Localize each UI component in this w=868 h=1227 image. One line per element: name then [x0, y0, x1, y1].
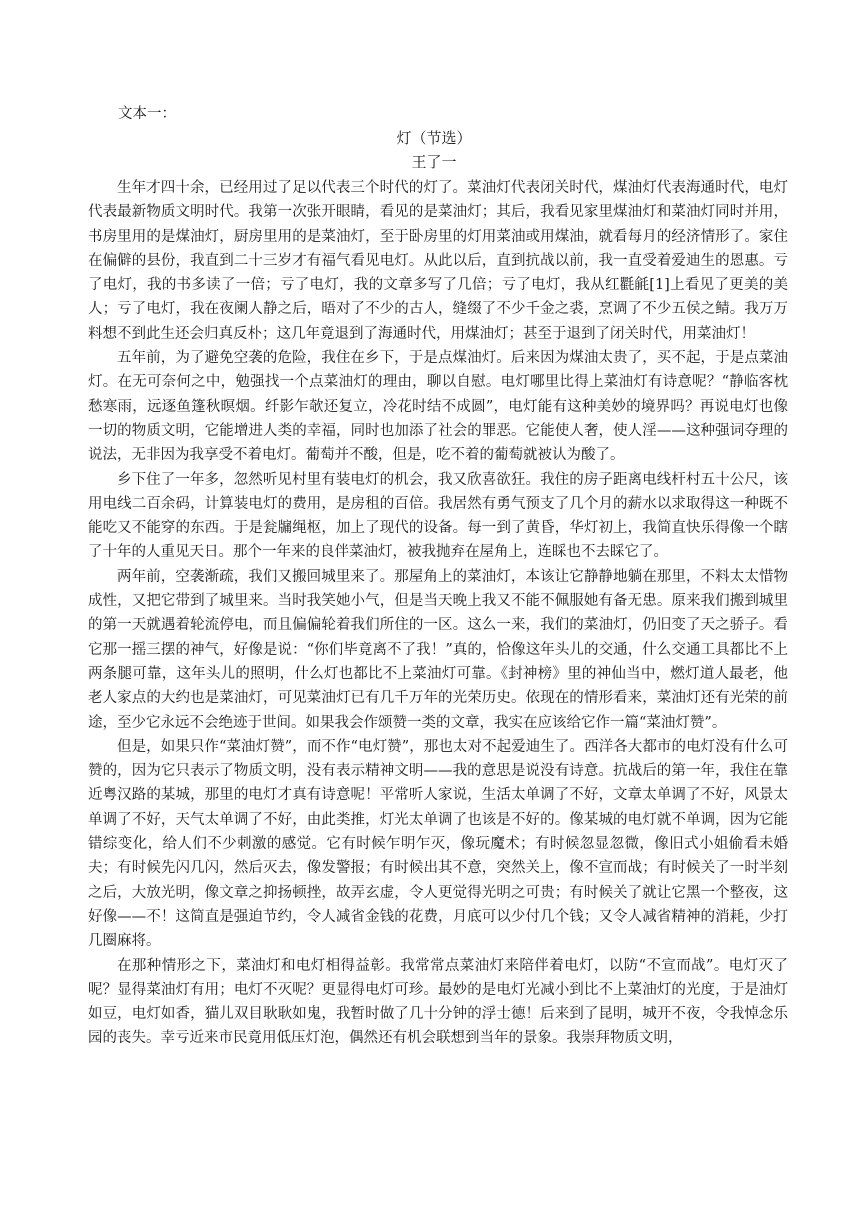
article-author: 王了一: [411, 153, 457, 171]
article-body: [88, 176, 788, 1051]
paragraph: 在那种情形之下，菜油灯和电灯相得益彰。我常常点菜油灯来陪伴着电灯，以防“不宣而战”。电灯灭了呢？显得菜油灯有用；电灯不灭呢？更显得电灯可珍。最妙的是电灯光减小到比不上菜油灯的光度，于是油灯如豆，电灯如香，猫儿双目耿耿如鬼，我暂时做了几十分钟的浮士德！后来到了昆明，城开不夜，令我悼念乐园的丧失。幸亏近来市民竟用低压灯泡，偶然还有机会联想到当年的景象。我崇拜物质文明，: [88, 957, 788, 1047]
paragraph: 乡下住了一年多，忽然听见村里有装电灯的机会，我又欣喜欲狂。我住的房子距离电线杆村五十公尺，该用电线二百余码，计算装电灯的费用，是房租的百倍。我居然有勇气预支了几个月的薪水以求取得这一种既不能吃又不能穿的东西。于是瓮牖绳枢，加上了现代的设备。每一到了黄昏，华灯初上，我简直快乐得像一个瞎了十年的人重见天日。那个一年来的良伴菜油灯，被我抛弃在屋角上，连睬也不去睬它了。: [88, 471, 788, 561]
paragraph: 两年前，空袭渐疏，我们又搬回城里来了。那屋角上的菜油灯，本该让它静静地躺在那里，不料太太惜物成性，又把它带到了城里来。当时我笑她小气，但是当天晚上我又不能不佩服她有备无患。原来我们搬到城里的第一天就遇着轮流停电，而且偏偏轮着我们所住的一区。这么一来，我们的菜油灯，仍旧变了天之骄子。看它那一摇三摆的神气，好像是说：“你们毕竟离不了我！”真的，恰像这年头儿的交通，什么交通工具都比不上两条腿可靠，这年头儿的照明，什么灯也都比不上菜油灯可靠。《封神榜》里的神仙当中，燃灯道人最老，他老人家点的大约也是菜油灯，可见菜油灯已有几千万年的光荣历史。依现在的情形看来，菜油灯还有光荣的前途，至少它永远不会绝迹于世间。如果我会作颂赞一类的文章，我实在应该给它作一篇“菜油灯赞”。: [88, 568, 788, 731]
paragraph: 五年前，为了避免空袭的危险，我住在乡下，于是点煤油灯。后来因为煤油太贵了，买不起，于是点菜油灯。在无可奈何之中，勉强找一个点菜油灯的理由，聊以自慰。电灯哪里比得上菜油灯有诗意呢？“静临客枕愁寒雨，远逐鱼篷秋暝烟。纤影乍欹还复立，冷花时结不成圆”，电灯能有这种美妙的境界吗？再说电灯也像一切的物质文明，它能增进人类的幸福，同时也加添了社会的罪恶。它能使人奢，使人淫——这种强词夺理的说法，无非因为我享受不着电灯。葡萄并不酸，但是，吃不着的葡萄就被认为酸了。: [88, 350, 788, 464]
paragraph: 但是，如果只作“菜油灯赞”，而不作“电灯赞”，那也太对不起爱迪生了。西洋各大都市的电灯没有什么可赞的，因为它只表示了物质文明，没有表示精神文明——我的意思是说没有诗意。抗战后的第一年，我住在靠近粤汉路的某城，那里的电灯才真有诗意呢！平常听人家说，生活太单调了不好，文章太单调了不好，风景太单调了不好，天气太单调了不好，由此类推，灯光太单调了也该是不好的。像某城的电灯就不单调，因为它能错综变化，给人们不少刺激的感觉。它有时候乍明乍灭，像玩魔术；有时候忽显忽微，像旧式小姐偷看未婚夫；有时候先闪几闪，然后灭去，像发警报；有时候出其不意，突然关上，像不宣而战；有时候关了一时半刻之后，大放光明，像文章之抑扬顿挫，故弄玄虚，令人更觉得光明之可贵；有时候关了就让它黑一个整夜，这好像——不！这简直是强迫节约，令人减省金钱的花费，月底可以少付几个钱；又令人减省精神的消耗，少打几圈麻将。: [88, 738, 788, 950]
paragraph: 生年才四十余，已经用过了足以代表三个时代的灯了。菜油灯代表闭关时代，煤油灯代表海通时代，电灯代表最新物质文明时代。我第一次张开眼睛，看见的是菜油灯；其后，我看见家里煤油灯和菜油灯同时并用，书房里用的是煤油灯，厨房里用的是菜油灯，至于卧房里的灯用菜油或用煤油，就看每月的经济情形了。家住在偏僻的县份，我直到二十三岁才有福气看见电灯。从此以后，直到抗战以前，我一直受着爱迪生的恩惠。亏了电灯，我的书多读了一倍；亏了电灯，我的文章多写了几倍；亏了电灯，我从红氍毹[1]上看见了更美的美人；亏了电灯，我在夜阑人静之后，晤对了不少的古人，缝缀了不少千金之裘，烹调了不少五侯之鲭。我万万料想不到此生还会归真反朴；这几年竟退到了海通时代，用煤油灯；甚至于退到了闭关时代，用菜油灯！: [88, 180, 788, 342]
text-label: 文本一：: [118, 106, 176, 122]
article-title: 灯（节选）: [396, 129, 472, 147]
